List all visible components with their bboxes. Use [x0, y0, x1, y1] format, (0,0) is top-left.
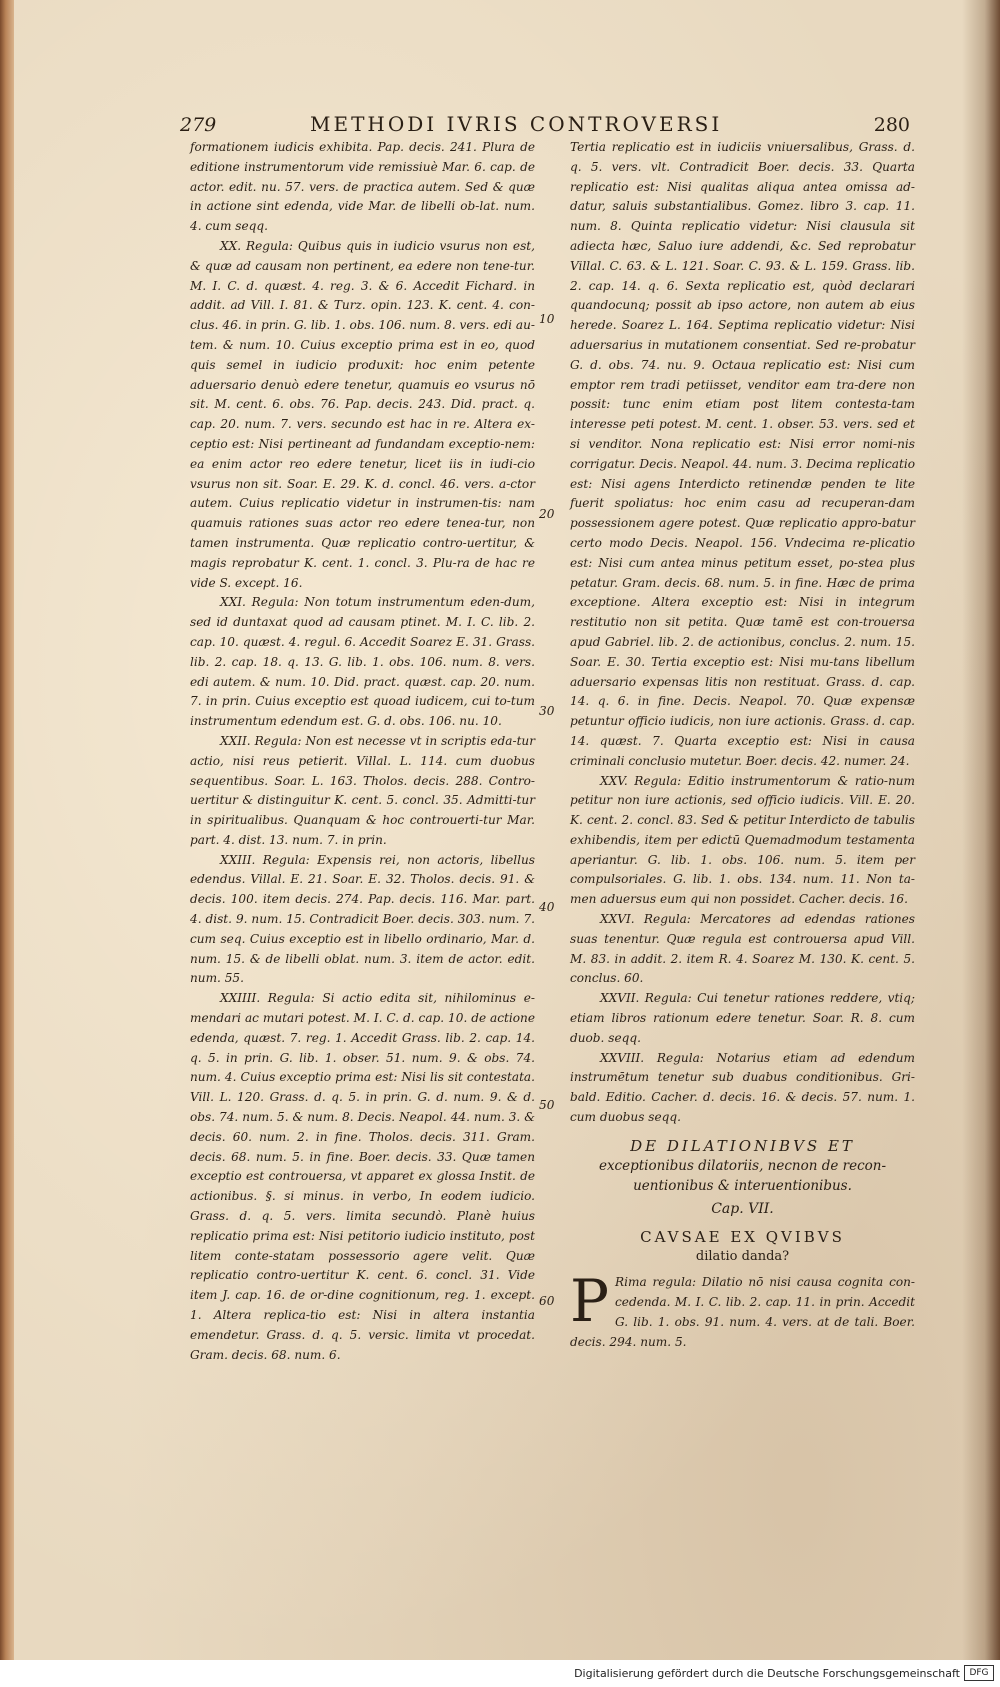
left-paragraph: formationem iudicis exhibita. Pap. decis. 241. Plura de editione instrumentorum vide remissiuè Mar. 6. cap. de actor. edit. nu. 57. vers. de practica autem. Sed & quæ in actione sint edenda, vide Mar. de libelli ob-lat. num. 4. cum seqq. — [190, 140, 535, 234]
page-gutter-shadow — [962, 0, 1000, 1660]
right-paragraph: XXVI. Regula: Mercatores ad edendas rationes suas tenentur. Quæ regula est controuersa apud Vill. M. 83. in addit. 2. item R. 4. Soarez M. 130. K. cent. 5. conclus. 60. — [570, 912, 915, 986]
line-number: 40 — [539, 900, 555, 914]
line-number: 60 — [539, 1294, 555, 1308]
left-paragraph: XXI. Regula: Non totum instrumentum eden-dum, sed id duntaxat quod ad causam ptinet. M. I. C. lib. 2. cap. 10. quæst. 4. regul. 6. Accedit Soarez E. 31. Grass. lib. 2. cap. 18. q. 13. G. lib. 1. obs. 106. num. 8. vers. edi autem. & num. 10. Did. pract. quæst. cap. 20. num. 7. in prin. Cuius exceptio est quoad iudicem, cui to-tum instrumentum edendum est. G. d. obs. 106. nu. 10. — [190, 595, 535, 729]
subheading-question: dilatio danda? — [695, 1249, 790, 1265]
subheading: CAVSAE EX QVIBVS — [640, 1227, 845, 1246]
page-edge-left — [0, 0, 14, 1660]
left-paragraph: XX. Regula: Quibus quis in iudicio vsurus non est, & quæ ad causam non pertinent, ea edere non tene-tur. M. I. C. d. quæst. 4. reg. 3. & 6. Accedit Fichard. in addit. ad Vill. I. 81. & Turz. opin. 123. K. cent. 4. con-clus. 46. in prin. G. lib. 1. obs. 106. num. 8. vers. edi au-tem. & num. 10. Cuius exceptio prima est in eo, quod quis semel in iudicio produxit: hoc enim petente aduersario denuò edere tenetur, quamuis eo vsurus nō sit. M. cent. 6. obs. 76. Pap. decis. 243. Did. pract. q. cap. 20. num. 7. vers. secundo est hac in re. Altera ex-ceptio est: Nisi pertineant ad fundandam exceptio-nem: ea enim actor reo edere tenetur, licet iis in iudi-cio vsurus non sit. Soar. E. 29. K. d. concl. 46. vers. a-ctor autem. Cuius replicatio videtur in instrumen-tis: nam quamuis rationes suas actor reo edere tenea-tur, non tamen instrumenta. Quæ replicatio contro-uertitur, & magis reprobatur K. cent. 1. concl. 3. Plu-ra de hac re vide S. except. 16. — [190, 238, 535, 590]
digitization-footer — [0, 1660, 1000, 1687]
right-paragraph: XXVIII. Regula: Notarius etiam ad edendum instrumētum tenetur sub duabus conditionibus. Gri-bald. Editio. Cacher. d. decis. 16. & decis. 57. num. 1. cum duobus seqq. — [570, 1050, 915, 1125]
page-header — [180, 112, 910, 138]
section-heading-rest: exceptionibus dilatoriis, necnon de recon-uentionibus & interuentionibus. — [598, 1157, 887, 1194]
page-number-right: 280 — [873, 114, 910, 136]
running-title: METHODI IVRIS CONTROVERSI — [310, 112, 723, 136]
page-number-left: 279 — [180, 114, 217, 136]
right-column — [570, 138, 915, 1352]
left-paragraph: XXIII. Regula: Expensis rei, non actoris, libellus edendus. Villal. E. 21. Soar. E. 32. Tholos. decis. 91. & decis. 100. item decis. 274. Pap. decis. 116. Mar. part. 4. dist. 9. num. 15. Contradicit Boer. decis. 303. num. 7. cum seq. Cuius exceptio est in libello ordinario, Mar. d. num. 15. & de libelli oblat. num. 3. item de actor. edit. num. 55. — [190, 852, 535, 986]
funding-credit: Digitalisierung gefördert durch die Deutsche Forschungsgemeinschaft — [574, 1667, 960, 1680]
line-number: 30 — [539, 704, 555, 718]
left-column — [190, 138, 535, 1365]
line-number: 10 — [539, 312, 555, 326]
line-number: 50 — [539, 1098, 555, 1112]
dfg-logo: DFG — [964, 1665, 994, 1681]
right-paragraph: XXVII. Regula: Cui tenetur rationes reddere, vtiq; etiam libros rationum edere tenetur. Soar. R. 8. cum duob. seqq. — [570, 991, 915, 1045]
left-paragraph: XXIIII. Regula: Si actio edita sit, nihilominus e-mendari ac mutari potest. M. I. C. d. cap. 10. de actione edenda, quæst. 7. reg. 1. Accedit Grass. lib. 2. cap. 14. q. 5. in prin. G. lib. 1. obser. 51. num. 9. & obs. 74. num. 4. Cuius exceptio prima est: Nisi lis sit contestata. Vill. L. 120. Grass. d. q. 5. in prin. G. d. num. 9. & d. obs. 74. num. 5. & num. 8. Decis. Neapol. 44. num. 3. & decis. 60. num. 2. in fine. Tholos. decis. 311. Gram. decis. 68. num. 5. in fine. Boer. decis. 33. Quæ tamen exceptio est controuersa, vt apparet ex glossa Instit. de actionibus. §. si minus. in verbo, In eodem iudicio. Grass. d. q. 5. vers. limita secundò. Planè huius replicatio prima est: Nisi petitorio iudicio instituto, post litem conte-statam possessorio agere velit. Quæ replicatio contro-uertitur K. cent. 6. concl. 31. Vide item J. cap. 16. de or-dine cognitionum, reg. 1. except. 1. Altera replica-tio est: Nisi in altera instantia emendetur. Grass. d. q. 5. versic. limita vt procedat. Gram. decis. 68. num. 6. — [190, 991, 535, 1362]
first-rule-text: Rima regula: Dilatio nō nisi causa cognita con-cedenda. M. I. C. lib. 2. cap. 11. in prin. Accedit G. lib. 1. obs. 91. num. 4. vers. at de tali. Boer. decis. 294. num. 5. — [570, 1275, 915, 1349]
left-paragraph: XXII. Regula: Non est necesse vt in scriptis eda-tur actio, nisi reus petierit. Villal. L. 114. cum duobus sequentibus. Soar. L. 163. Tholos. decis. 288. Contro-uertitur & distinguitur K. cent. 5. concl. 35. Admitti-tur in spiritualibus. Quanquam & hoc controuerti-tur Mar. part. 4. dist. 13. num. 7. in prin. — [190, 733, 535, 847]
right-paragraph: XXV. Regula: Editio instrumentorum & ratio-num petitur non iure actionis, sed officio iudicis. Vill. E. 20. K. cent. 2. concl. 83. Sed & petitur Interdicto de tabulis exhibendis, item per edictū Quemadmodum testamenta aperiantur. G. lib. 1. obs. 106. num. 5. item per compulsoriales. G. lib. 1. obs. 134. num. 11. Non ta-men aduersus eum qui non possidet. Cacher. decis. 16. — [570, 773, 915, 907]
chapter-label: Cap. VII. — [711, 1200, 774, 1217]
right-paragraph: Tertia replicatio est in iudiciis vniuersalibus, Grass. d. q. 5. vers. vlt. Contradicit Boer. decis. 33. Quarta replicatio est: Nisi qualitas aliqua antea omissa ad-datur, saluis substantialibus. Gomez. libro 3. cap. 11. num. 8. Quinta replicatio videtur: Nisi clausula sit adiecta hæc, Saluo iure addendi, &c. Sed reprobatur Villal. C. 63. & L. 121. Soar. C. 93. & L. 159. Grass. lib. 2. cap. 14. q. 6. Sexta replicatio est, quòd declarari quandocunq; possit ab ipso actore, non autem ab eius herede. Soarez L. 164. Septima replicatio videtur: Nisi aduersarius in mutationem consentiat. Sed re-probatur G. d. obs. 74. nu. 9. Octaua replicatio est: Nisi cum emptor rem tradi petiisset, venditor eam tra-dere non possit: tunc enim etiam post litem contesta-tam interesse peti potest. M. cent. 1. obser. 53. vers. sed et si venditor. Nona replicatio est: Nisi error nomi-nis corrigatur. Decis. Neapol. 44. num. 3. Decima replicatio est: Nisi agens Interdicto retinendæ penden te lite fuerit spoliatus: hoc enim casu ad recuperan-dam possessionem agere potest. Quæ replicatio appro-batur certo modo Decis. Neapol. 156. Vndecima re-plicatio est: Nisi cum antea minus petitum esset, po-stea plus petatur. Gram. decis. 68. num. 5. in fine. Hæc de prima exceptione. Altera exceptio est: Nisi in integrum restitutio non sit petita. Quæ tamē est con-trouersa apud Gabriel. lib. 2. de actionibus, conclus. 2. num. 15. Soar. E. 30. Tertia exceptio est: Nisi mu-tans libellum aduersario expensas litis non restituat. Grass. d. cap. 14. q. 6. in fine. Decis. Neapol. 70. Quæ expensæ petuntur officio iudicis, non iure actionis. Grass. d. cap. 14. quæst. 7. Quarta exceptio est: Nisi in causa criminali conclusio mutetur. Boer. decis. 42. numer. 24. — [570, 140, 915, 768]
line-number: 20 — [539, 507, 555, 521]
section-heading-caps: DE DILATIONIBVS ET — [630, 1136, 855, 1155]
drop-cap-initial: P — [570, 1267, 610, 1336]
first-rule-paragraph — [570, 1267, 915, 1352]
section-heading — [570, 1136, 915, 1196]
